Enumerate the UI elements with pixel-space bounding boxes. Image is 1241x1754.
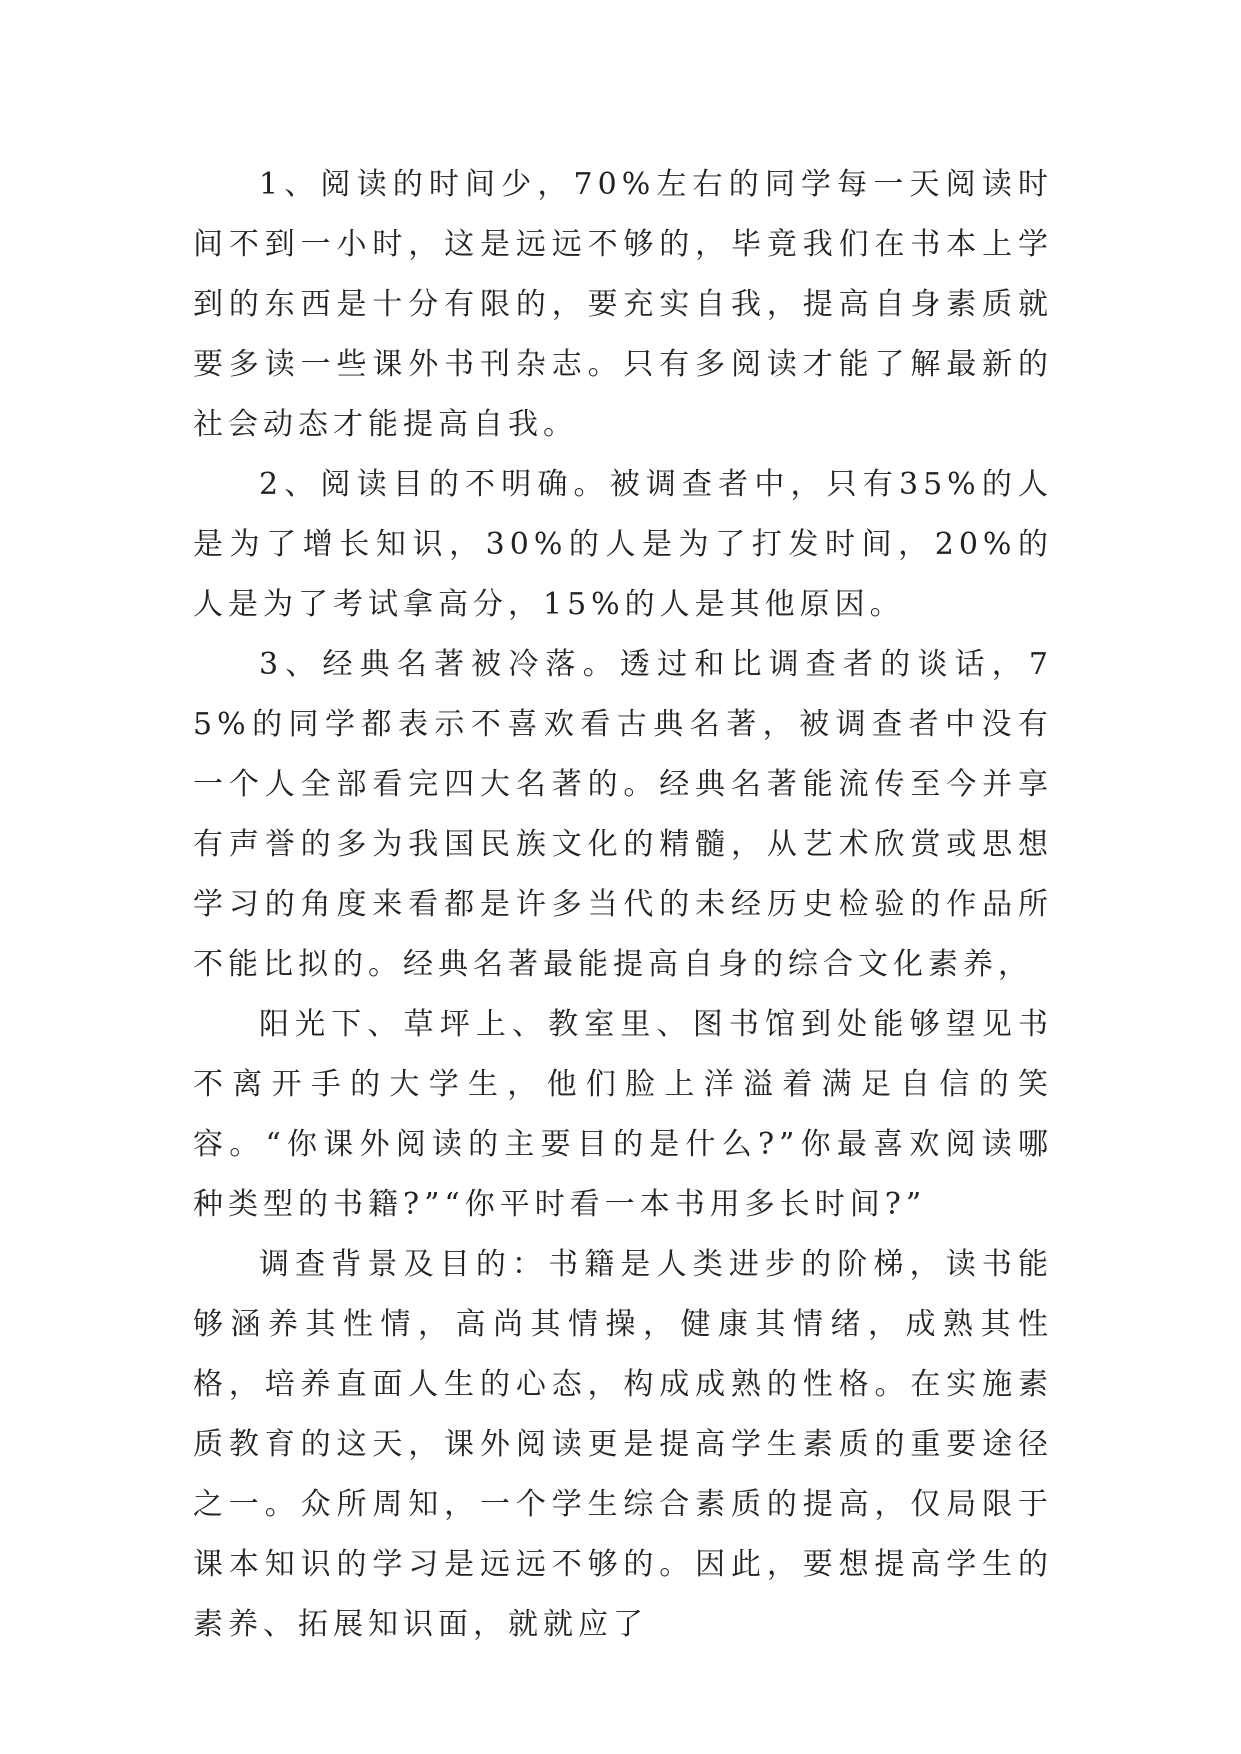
paragraph-reading-time: 1、阅读的时间少，70%左右的同学每一天阅读时间不到一小时，这是远远不够的，毕竟我们在书本上学到的东西是十分有限的，要充实自我，提高自身素质就要多读一些课外书刊杂志。只有多阅读才能了解最新的社会动态才能提高自我。 (193, 167, 1053, 442)
paragraph-survey-background: 调查背景及目的：书籍是人类进步的阶梯，读书能够涵养其性情，高尚其情操，健康其情绪，成熟其性格，培养直面人生的心态，构成成熟的性格。在实施素质教育的这天，课外阅读更是提高学生素质的重要途径之一。众所周知，一个学生综合素质的提高，仅局限于课本知识的学习是远远不够的。因此，要想提高学生的素养、拓展知识面，就就应了 (193, 1247, 1053, 1642)
document-body (193, 155, 1053, 1655)
paragraph-classics-neglected: 3、经典名著被冷落。透过和比调查者的谈话，75%的同学都表示不喜欢看古典名著，被调查者中没有一个人全部看完四大名著的。经典名著能流传至今并享有声誉的多为我国民族文化的精髓，从艺术欣赏或思想学习的角度来看都是许多当代的未经历史检验的作品所不能比拟的。经典名著最能提高自身的综合文化素养， (193, 647, 1053, 982)
paragraph-reading-purpose: 2、阅读目的不明确。被调查者中，只有35%的人是为了增长知识，30%的人是为了打发时间，20%的人是为了考试拿高分，15%的人是其他原因。 (193, 467, 1053, 622)
paragraph-campus-scene: 阳光下、草坪上、教室里、图书馆到处能够望见书不离开手的大学生，他们脸上洋溢着满足自信的笑容。“你课外阅读的主要目的是什么?”你最喜欢阅读哪种类型的书籍?”“你平时看一本书用多长时间?” (193, 1007, 1053, 1222)
